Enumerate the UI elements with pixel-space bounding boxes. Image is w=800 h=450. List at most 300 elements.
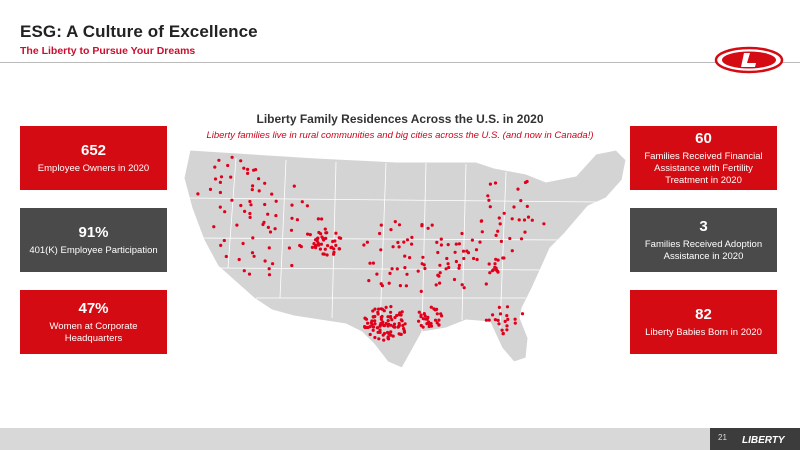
residence-dot <box>377 337 380 340</box>
residence-dot <box>496 269 499 272</box>
residence-dot <box>438 264 441 267</box>
residence-dot <box>219 244 222 247</box>
residence-dot <box>326 253 329 256</box>
residence-dot <box>372 325 375 328</box>
residence-dot <box>301 200 304 203</box>
brand-text: LIBERTY <box>742 435 785 446</box>
residence-dot <box>417 270 420 273</box>
residence-dot <box>405 273 408 276</box>
residence-dot <box>523 231 526 234</box>
residence-dot <box>373 319 376 322</box>
residence-dot <box>252 169 255 172</box>
residence-dot <box>458 242 461 245</box>
residence-dot <box>223 239 226 242</box>
residence-dot <box>248 212 251 215</box>
residence-dot <box>366 241 369 244</box>
residence-dot <box>436 321 439 324</box>
stat-label: Liberty Babies Born in 2020 <box>645 326 762 338</box>
residence-dot <box>501 329 504 332</box>
residence-dot <box>380 224 383 227</box>
residence-dot <box>238 258 241 261</box>
residence-dot <box>311 246 314 249</box>
residence-dot <box>385 306 388 309</box>
residence-dot <box>239 159 242 162</box>
residence-dot <box>288 246 291 249</box>
residence-dot <box>369 333 372 336</box>
residence-dot <box>386 331 389 334</box>
residence-dot <box>514 322 517 325</box>
residence-dot <box>487 199 490 202</box>
residence-dot <box>389 330 392 333</box>
residence-dot <box>495 234 498 237</box>
map-subtitle: Liberty families live in rural communities and big cities across the U.S. (and now in Canada!) <box>206 130 594 141</box>
residence-dot <box>417 320 420 323</box>
stat-card-fertility <box>630 126 777 190</box>
residence-dot <box>332 251 335 254</box>
residence-dot <box>379 248 382 251</box>
residence-dot <box>486 194 489 197</box>
residence-dot <box>435 241 438 244</box>
residence-dot <box>243 210 246 213</box>
residence-dot <box>274 214 277 217</box>
stat-card-women <box>20 290 167 354</box>
residence-dot <box>251 188 254 191</box>
residence-dot <box>381 323 384 326</box>
residence-dot <box>290 229 293 232</box>
stat-label: 401(K) Employee Participation <box>29 244 158 256</box>
residence-dot <box>403 255 406 258</box>
residence-dot <box>496 230 499 233</box>
residence-dot <box>290 204 293 207</box>
residence-dot <box>437 275 440 278</box>
residence-dot <box>440 238 443 241</box>
residence-dot <box>421 256 424 259</box>
residence-dot <box>209 188 212 191</box>
residence-dot <box>488 271 491 274</box>
residence-dot <box>402 241 405 244</box>
residence-dot <box>390 318 393 321</box>
residence-dot <box>326 244 329 247</box>
residence-dot <box>375 273 378 276</box>
residence-dot <box>434 308 437 311</box>
map-title: Liberty Family Residences Across the U.S. in 2020 <box>256 112 544 126</box>
residence-dot <box>423 267 426 270</box>
residence-dot <box>521 312 524 315</box>
residence-dot <box>366 322 369 325</box>
residence-dot <box>320 217 323 220</box>
residence-dot <box>511 217 514 220</box>
residence-dot <box>235 224 238 227</box>
residence-dot <box>398 223 401 226</box>
residence-dot <box>467 251 470 254</box>
residence-dot <box>219 181 222 184</box>
residence-dot <box>396 267 399 270</box>
residence-dot <box>494 181 497 184</box>
residence-dot <box>239 204 242 207</box>
residence-dot <box>248 273 251 276</box>
residence-dot <box>251 251 254 254</box>
residence-dot <box>324 228 327 231</box>
residence-dot <box>320 243 323 246</box>
residence-dot <box>425 322 428 325</box>
residence-dot <box>391 267 394 270</box>
residence-dot <box>266 213 269 216</box>
residence-dot <box>434 319 437 322</box>
residence-dot <box>373 336 376 339</box>
residence-dot <box>377 312 380 315</box>
residence-dot <box>440 314 443 317</box>
residence-dot <box>436 312 439 315</box>
residence-dot <box>455 243 458 246</box>
residence-dot <box>421 262 424 265</box>
residence-dot <box>447 243 450 246</box>
residence-dot <box>481 230 484 233</box>
residence-dot <box>542 222 545 225</box>
page-title: ESG: A Culture of Excellence <box>20 22 258 41</box>
residence-dot <box>398 245 401 248</box>
residence-dot <box>438 282 441 285</box>
residence-dot <box>463 286 466 289</box>
residence-dot <box>472 257 475 260</box>
residence-dot <box>268 267 271 270</box>
stat-label: Families Received Adoption Assistance in 2020 <box>644 238 763 262</box>
residence-dot <box>400 318 403 321</box>
residence-dot <box>362 243 365 246</box>
page-number: 21 <box>718 433 727 442</box>
residence-dot <box>230 199 233 202</box>
residence-dot <box>435 283 438 286</box>
residence-dot <box>269 230 272 233</box>
residence-dot <box>497 322 500 325</box>
residence-dot <box>372 262 375 265</box>
residence-dot <box>502 332 505 335</box>
residence-dot <box>296 218 299 221</box>
stat-value: 91% <box>78 223 109 241</box>
stat-label: Families Received Financial Assistance with Fertility Treatment in 2020 <box>644 150 763 186</box>
residence-dot <box>293 185 296 188</box>
residence-dot <box>251 184 254 187</box>
residence-dot <box>424 314 427 317</box>
residence-dot <box>212 225 215 228</box>
residence-dot <box>333 239 336 242</box>
residence-dot <box>268 273 271 276</box>
stat-card-babies <box>630 290 777 354</box>
residence-dot <box>380 282 383 285</box>
stat-card-401k <box>20 208 167 272</box>
residence-dot <box>505 324 508 327</box>
residence-dot <box>403 266 406 269</box>
residence-dot <box>420 290 423 293</box>
stat-card-adoption <box>630 208 777 272</box>
residence-dot <box>382 339 385 342</box>
residence-dot <box>251 236 254 239</box>
residence-dot <box>219 206 222 209</box>
residence-dot <box>408 256 411 259</box>
residence-dot <box>220 175 223 178</box>
residence-dot <box>270 193 273 196</box>
residence-dot <box>506 318 509 321</box>
residence-dot <box>454 251 457 254</box>
residence-dot <box>498 216 501 219</box>
residence-dot <box>453 278 456 281</box>
residence-dot <box>476 258 479 261</box>
residence-dot <box>431 224 434 227</box>
residence-dot <box>505 328 508 331</box>
residence-dot <box>300 245 303 248</box>
residence-dot <box>410 236 413 239</box>
residence-dot <box>389 228 392 231</box>
residence-dot <box>516 188 519 191</box>
residence-dot <box>383 309 386 312</box>
residence-dot <box>394 220 397 223</box>
residence-dot <box>531 219 534 222</box>
residence-dot <box>398 332 401 335</box>
residence-dot <box>246 168 249 171</box>
residence-dot <box>363 325 366 328</box>
residence-dot <box>520 237 523 240</box>
stat-label: Employee Owners in 2020 <box>37 162 150 174</box>
residence-dot <box>323 253 326 256</box>
footer-bar <box>0 428 800 450</box>
residence-dot <box>462 250 465 253</box>
residence-dot <box>491 313 494 316</box>
residence-dot <box>396 241 399 244</box>
residence-dot <box>501 256 504 259</box>
residence-dot <box>264 259 267 262</box>
residence-dot <box>493 262 496 265</box>
residence-dot <box>489 183 492 186</box>
residence-dot <box>504 320 507 323</box>
residence-dot <box>290 217 293 220</box>
residence-dot <box>461 283 464 286</box>
residence-dot <box>388 282 391 285</box>
residence-dot <box>214 177 217 180</box>
residence-dot <box>494 258 497 261</box>
residence-dot <box>383 332 386 335</box>
residence-dot <box>489 205 492 208</box>
residence-dot <box>389 311 392 314</box>
residence-dot <box>393 326 396 329</box>
residence-dot <box>246 172 249 175</box>
residence-dot <box>368 262 371 265</box>
residence-dot <box>499 222 502 225</box>
residence-dot <box>488 319 491 322</box>
residence-dot <box>243 269 246 272</box>
residence-dot <box>485 282 488 285</box>
page-subtitle: The Liberty to Pursue Your Dreams <box>20 45 196 57</box>
residence-dot <box>267 226 270 229</box>
residence-dot <box>367 279 370 282</box>
residence-dot <box>389 315 392 318</box>
residence-dot <box>306 204 309 207</box>
residence-dot <box>422 317 425 320</box>
residence-dot <box>430 325 433 328</box>
residence-dot <box>389 305 392 308</box>
residence-dot <box>380 315 383 318</box>
residence-dot <box>324 237 327 240</box>
residence-dot <box>231 156 234 159</box>
residence-dot <box>363 317 366 320</box>
residence-dot <box>500 240 503 243</box>
residence-dot <box>518 218 521 221</box>
residence-dot <box>422 326 425 329</box>
residence-dot <box>253 255 256 258</box>
residence-dot <box>506 305 509 308</box>
residence-dot <box>508 237 511 240</box>
residence-dot <box>519 199 522 202</box>
residence-dot <box>437 319 440 322</box>
residence-dot <box>314 244 317 247</box>
residence-dot <box>410 243 413 246</box>
header-divider <box>0 62 800 63</box>
residence-dot <box>334 244 337 247</box>
residence-dot <box>258 189 261 192</box>
residence-dot <box>316 239 319 242</box>
residence-dot <box>526 205 529 208</box>
residence-dot <box>306 233 309 236</box>
residence-dot <box>387 319 390 322</box>
residence-dot <box>503 212 506 215</box>
residence-dot <box>370 321 373 324</box>
residence-dot <box>401 310 404 313</box>
residence-dot <box>458 264 461 267</box>
residence-dot <box>262 221 265 224</box>
residence-dot <box>319 248 322 251</box>
residence-dot <box>249 216 252 219</box>
stat-value: 3 <box>699 217 708 235</box>
residence-dot <box>527 216 530 219</box>
residence-dot <box>275 200 278 203</box>
residence-dot <box>373 315 376 318</box>
residence-dot <box>290 264 293 267</box>
residence-dot <box>445 257 448 260</box>
residence-dot <box>226 164 229 167</box>
residence-dot <box>257 177 260 180</box>
residence-dot <box>485 319 488 322</box>
residence-dot <box>248 200 251 203</box>
residence-dot <box>462 257 465 260</box>
residence-dot <box>242 167 245 170</box>
liberty-wordmark <box>740 430 795 448</box>
residence-dot <box>324 248 327 251</box>
residence-dot <box>497 319 500 322</box>
residence-dot <box>334 232 337 235</box>
residence-dot <box>213 166 216 169</box>
residence-dot <box>229 176 232 179</box>
residence-dot <box>398 324 401 327</box>
residence-dot <box>392 335 395 338</box>
residence-dot <box>447 266 450 269</box>
residence-dot <box>317 231 320 234</box>
residence-dot <box>440 243 443 246</box>
stat-value: 652 <box>80 141 107 159</box>
residence-dot <box>219 191 222 194</box>
residence-dot <box>488 262 491 265</box>
residence-dot <box>338 247 341 250</box>
residence-dot <box>309 233 312 236</box>
residence-dot <box>317 217 320 220</box>
residence-dot <box>401 324 404 327</box>
residence-dot <box>427 227 430 230</box>
residence-dot <box>492 268 495 271</box>
residence-dot <box>324 231 327 234</box>
residence-dot <box>242 242 245 245</box>
stat-value: 82 <box>695 305 712 323</box>
us-residence-map <box>176 148 631 373</box>
residence-dot <box>512 205 515 208</box>
residence-dot <box>249 203 252 206</box>
residence-dot <box>494 318 497 321</box>
residence-dot <box>499 312 502 315</box>
residence-dot <box>223 210 226 213</box>
residence-dot <box>316 237 319 240</box>
residence-dot <box>498 306 501 309</box>
residence-dot <box>480 220 483 223</box>
residence-dot <box>196 192 199 195</box>
residence-dot <box>338 236 341 239</box>
residence-dot <box>524 181 527 184</box>
residence-dot <box>460 232 463 235</box>
stat-card-employee-owners <box>20 126 167 190</box>
residence-dot <box>430 306 433 309</box>
residence-dot <box>217 159 220 162</box>
residence-dot <box>376 326 379 329</box>
residence-dot <box>406 238 409 241</box>
residence-dot <box>420 223 423 226</box>
residence-dot <box>320 235 323 238</box>
residence-dot <box>511 249 514 252</box>
stat-value: 47% <box>78 299 109 317</box>
us-map-shape <box>184 150 626 368</box>
residence-dot <box>436 251 439 254</box>
residence-dot <box>388 272 391 275</box>
residence-dot <box>387 335 390 338</box>
residence-dot <box>378 328 381 331</box>
residence-dot <box>455 260 458 263</box>
residence-dot <box>271 262 274 265</box>
stat-label: Women at Corporate Headquarters <box>49 320 138 344</box>
residence-dot <box>405 284 408 287</box>
residence-dot <box>505 314 508 317</box>
residence-dot <box>399 284 402 287</box>
residence-dot <box>514 318 517 321</box>
residence-dot <box>392 245 395 248</box>
residence-dot <box>263 203 266 206</box>
residence-dot <box>418 311 421 314</box>
residence-dot <box>263 182 266 185</box>
residence-dot <box>371 309 374 312</box>
residence-dot <box>268 246 271 249</box>
residence-dot <box>478 241 481 244</box>
residence-dot <box>402 327 405 330</box>
residence-dot <box>439 271 442 274</box>
stat-value: 60 <box>695 129 712 147</box>
liberty-logo-icon <box>714 46 784 74</box>
residence-dot <box>274 227 277 230</box>
residence-dot <box>457 267 460 270</box>
residence-dot <box>475 248 478 251</box>
residence-dot <box>447 262 450 265</box>
residence-dot <box>471 239 474 242</box>
residence-dot <box>329 246 332 249</box>
residence-dot <box>373 322 376 325</box>
residence-dot <box>225 255 228 258</box>
residence-dot <box>372 329 375 332</box>
residence-dot <box>398 313 401 316</box>
residence-dot <box>378 232 381 235</box>
residence-dot <box>369 325 372 328</box>
residence-dot <box>523 218 526 221</box>
